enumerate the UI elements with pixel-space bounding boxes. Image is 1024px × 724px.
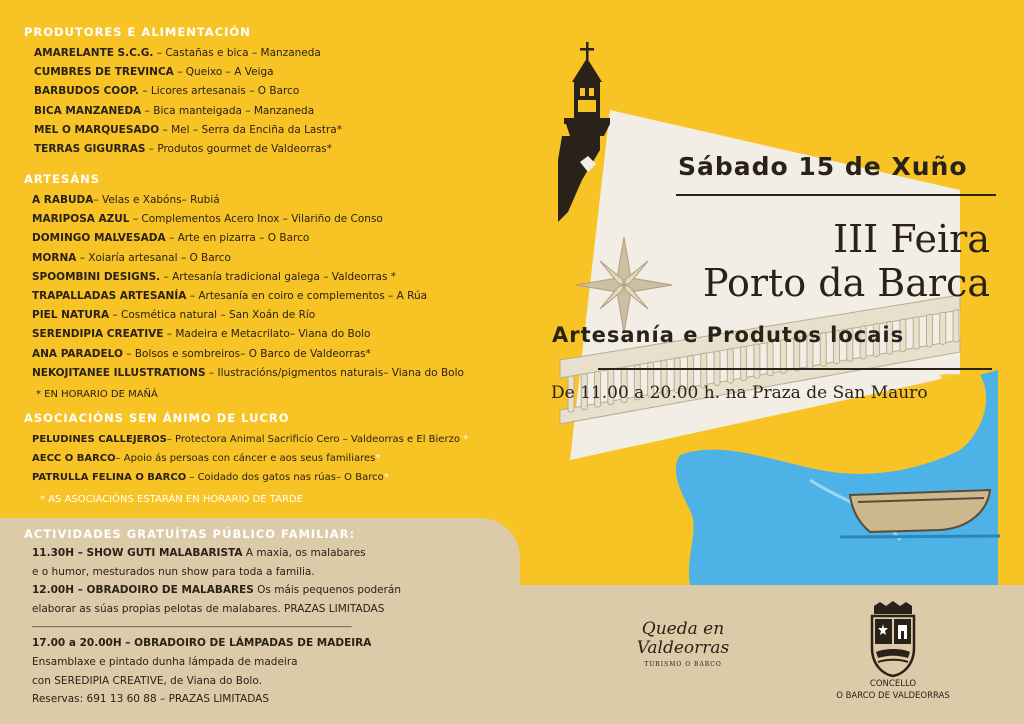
activity-3: 17.00 a 20.00H – OBRADOIRO DE LÁMPADAS DE MADEIRA <box>32 637 372 650</box>
afternoon-note: * AS ASOCIACIÓNS ESTARÁN EN HORARIO DE TARDE <box>40 494 303 505</box>
baluster <box>741 346 747 380</box>
footer-band <box>520 585 1024 724</box>
event-title <box>600 217 990 305</box>
activities-list <box>32 544 404 709</box>
activity-3-desc: Ensamblaxe e pintado dunha lámpada de madeira <box>32 655 298 668</box>
list-item: MEL O MARQUESADO – Mel – Serra da Enciña da Lastra* <box>34 123 342 136</box>
baluster <box>953 310 959 342</box>
activity-1: 11.30H – SHOW GUTI MALABARISTA A maxia, os malabares <box>32 547 366 559</box>
activity-2: 12.00H – OBRADOIRO DE MALABARES Os máis pequenos poderán <box>32 584 402 597</box>
list-item: A RABUDA– Velas e Xabóns– Rubiá <box>32 194 220 206</box>
artisans-heading: ARTESÁNS <box>24 172 101 186</box>
list-item: PATRULLA FELINA O BARCO – Coidado dos gatos nas rúas– O Barco* <box>32 472 389 484</box>
baluster <box>940 312 946 344</box>
council-logo-line1: CONCELLO <box>869 679 917 689</box>
list-item: AECC O BARCO– Apoio ás persoas con cáncer e aos seus familiares* <box>32 453 381 465</box>
list-item: TERRAS GIGURRAS – Produtos gourmet de Valdeorras* <box>34 143 332 156</box>
council-shield-icon <box>868 600 918 678</box>
list-item: NEKOJITANEE ILLUSTRATIONS – Ilustracións/pigmentos naturais– Viana do Bolo <box>32 366 464 379</box>
council-logo <box>812 678 974 702</box>
baluster <box>926 315 932 347</box>
poster-illustration <box>540 40 1010 585</box>
tourism-logo <box>628 620 738 670</box>
date-underline <box>676 194 996 196</box>
tourism-logo-sub: TURISMO O BARCO <box>644 661 722 668</box>
event-schedule: De 11.00 a 20.00 h. na Praza de San Mauro <box>551 383 928 403</box>
list-item: CUMBRES DE TREVINCA – Queixo – A Veiga <box>34 66 274 79</box>
list-item: SERENDIPIA CREATIVE – Madeira e Metacrilato– Viana do Bolo <box>32 328 371 341</box>
tourism-logo-line1: Queda en <box>641 619 725 639</box>
activity-3-booking: Reservas: 691 13 60 88 – PRAZAS LIMITADAS <box>32 693 269 706</box>
baluster <box>913 317 919 349</box>
baluster <box>727 349 733 383</box>
associations-list <box>32 430 468 488</box>
list-item: PELUDINES CALLEJEROS– Protectora Animal Sacrificio Cero – Valdeorras e El Bierzo * <box>32 434 469 445</box>
activities-divider: _______________________________________________________________________ <box>32 618 352 629</box>
list-item: BARBUDOS COOP. – Licores artesanais – O Barco <box>34 85 300 98</box>
baluster <box>754 344 760 378</box>
list-item: PIEL NATURA – Cosmética natural – San Xoán de Río <box>32 309 316 322</box>
producers-heading: PRODUTORES E ALIMENTACIÓN <box>24 25 251 39</box>
activities-heading: ACTIVIDADES GRATUÍTAS PÚBLICO FAMILIAR: <box>24 527 356 541</box>
list-item: TRAPALLADAS ARTESANÍA – Artesanía en coiro e complementos – A Rúa <box>32 290 428 303</box>
activity-3-desc: con SEREDIPIA CREATIVE, de Viana do Bolo. <box>32 674 262 687</box>
list-item: ANA PARADELO – Bolsos e sombreiros– O Barco de Valdeorras* <box>32 347 371 360</box>
event-title-line1: III Feira <box>833 217 990 261</box>
morning-note: * EN HORARIO DE MAÑÁ <box>36 389 158 400</box>
list-item: AMARELANTE S.C.G. – Castañas e bica – Manzaneda <box>34 47 321 59</box>
producers-list <box>34 44 342 159</box>
list-item: MARIPOSA AZUL – Complementos Acero Inox – Vilariño de Conso <box>32 213 383 226</box>
event-subtitle: Artesanía e Produtos locais <box>552 323 905 347</box>
event-title-line2: Porto da Barca <box>702 261 990 305</box>
activity-1-desc: e o humor, mesturados nun show para toda a familia. <box>32 565 315 578</box>
event-date: Sábado 15 de Xuño <box>678 152 968 181</box>
subtitle-underline <box>598 368 992 370</box>
list-item: SPOOMBINI DESIGNS. – Artesanía tradicional galega – Valdeorras * <box>32 270 397 283</box>
list-item: DOMINGO MALVESADA – Arte en pizarra – O Barco <box>32 232 310 245</box>
associations-heading: ASOCIACIÓNS SEN ÁNIMO DE LUCRO <box>24 411 290 425</box>
tourism-logo-line2: Valdeorras <box>636 638 730 658</box>
artisans-list <box>32 191 464 383</box>
list-item: MORNA – Xoiaría artesanal – O Barco <box>32 251 231 264</box>
activity-2-desc: elaborar as súas propias pelotas de malabares. PRAZAS LIMITADAS <box>32 602 385 615</box>
council-logo-line2: O BARCO DE VALDEORRAS <box>836 691 950 701</box>
list-item: BICA MANZANEDA – Bica manteigada – Manzaneda <box>34 104 315 117</box>
